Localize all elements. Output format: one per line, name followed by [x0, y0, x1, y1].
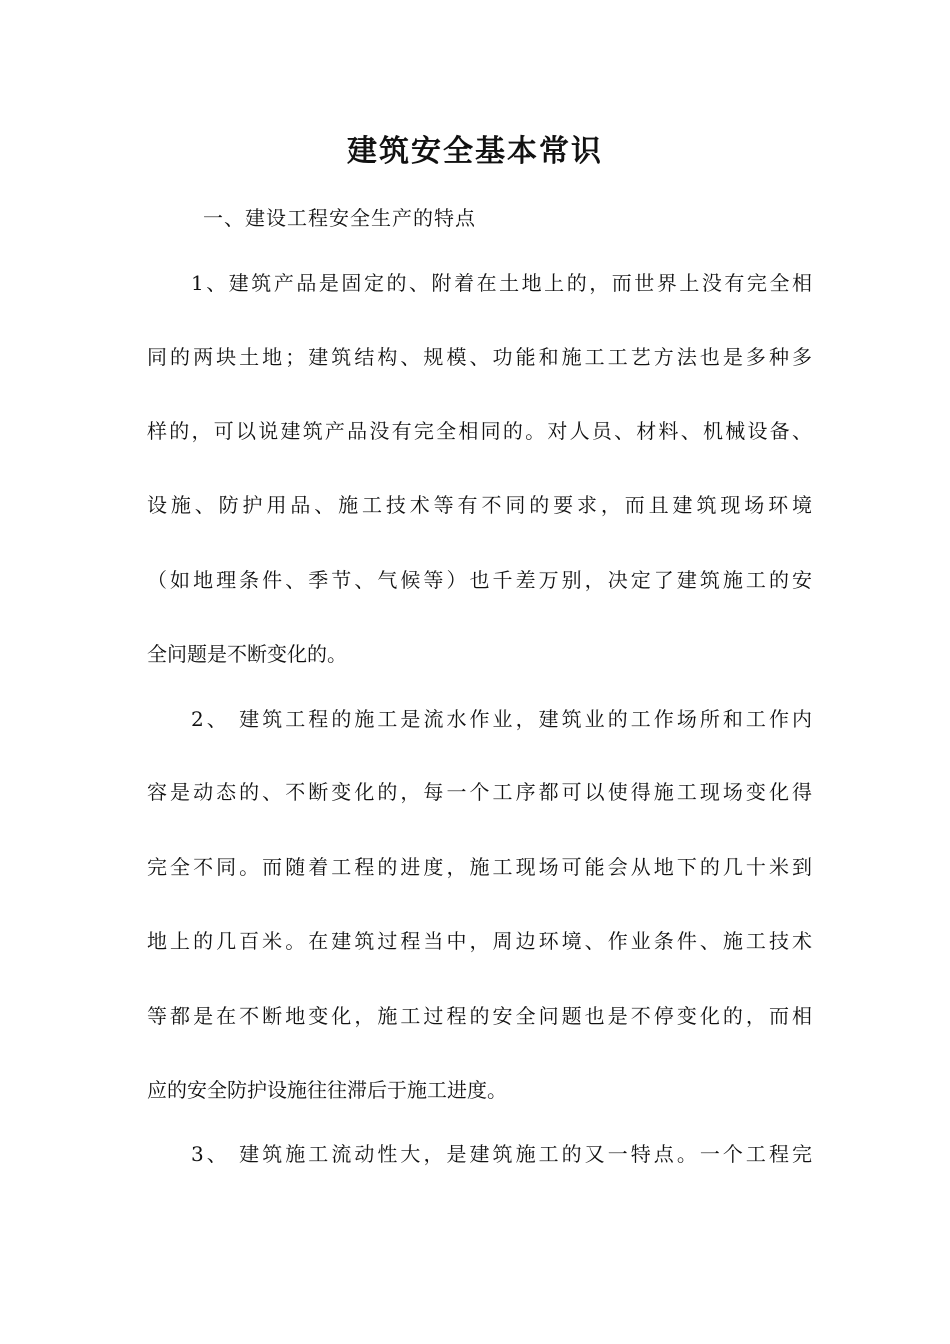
paragraph-1-line-4: 设施、防护用品、施工技术等有不同的要求，而且建筑现场环境 — [147, 493, 812, 517]
paragraph-2-line-4: 地上的几百米。在建筑过程当中，周边环境、作业条件、施工技术 — [147, 929, 812, 953]
paragraph-2-line-5: 等都是在不断地变化，施工过程的安全问题也是不停变化的，而相 — [147, 1004, 812, 1028]
paragraph-2-line-2: 容是动态的、不断变化的，每一个工序都可以使得施工现场变化得 — [147, 780, 812, 804]
paragraph-1-line-6: 全问题是不断变化的。 — [147, 642, 347, 666]
paragraph-1-line-5: （如地理条件、季节、气候等）也千差万别，决定了建筑施工的安 — [147, 568, 812, 592]
paragraph-1-line-2: 同的两块土地；建筑结构、规模、功能和施工工艺方法也是多种多 — [147, 345, 812, 369]
paragraph-1-line-1: 1、建筑产品是固定的、附着在土地上的，而世界上没有完全相 — [191, 271, 812, 295]
document-title: 建筑安全基本常识 — [347, 134, 603, 169]
section-heading: 一、建设工程安全生产的特点 — [203, 206, 476, 230]
paragraph-2-line-3: 完全不同。而随着工程的进度，施工现场可能会从地下的几十米到 — [147, 855, 812, 879]
paragraph-2-line-6: 应的安全防护设施往往滞后于施工进度。 — [147, 1078, 507, 1102]
paragraph-2-line-1: 2、 建筑工程的施工是流水作业，建筑业的工作场所和工作内 — [191, 707, 812, 731]
paragraph-1-line-3: 样的，可以说建筑产品没有完全相同的。对人员、材料、机械设备、 — [147, 419, 812, 443]
paragraph-3-line-1: 3、 建筑施工流动性大，是建筑施工的又一特点。一个工程完 — [191, 1142, 812, 1166]
